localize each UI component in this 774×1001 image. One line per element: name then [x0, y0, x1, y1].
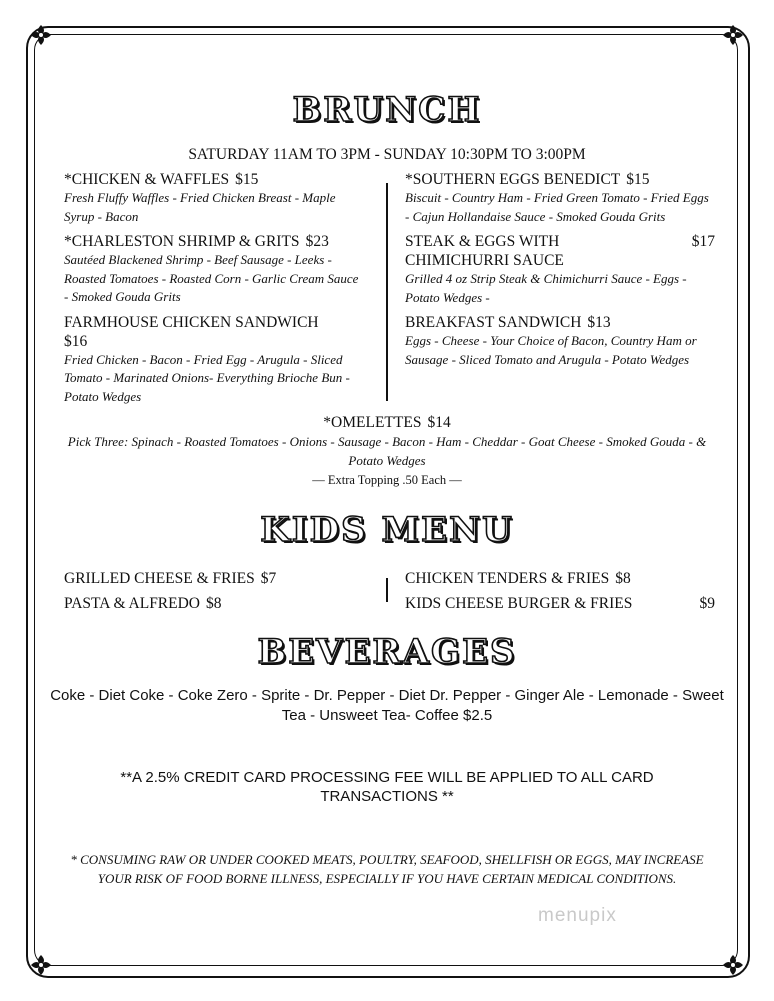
item-price: $14: [427, 414, 451, 431]
omelettes-item: [60, 413, 714, 490]
corner-ornament-icon: [28, 22, 54, 48]
beverages-heading: BEVERAGES: [257, 632, 517, 672]
corner-ornament-icon: [28, 952, 54, 978]
item-name: STEAK & EGGS WITH CHIMICHURRI SAUCE: [405, 233, 564, 269]
kids-left-column: [64, 566, 364, 616]
item-price: $8: [206, 595, 222, 612]
beverages-list: Coke - Diet Coke - Coke Zero - Sprite - Dr. Pepper - Diet Dr. Pepper - Ginger Ale - Lemonade - Sweet Tea - Unsweet Tea- Coffee $2.5: [50, 687, 724, 724]
item-price: $16: [64, 332, 88, 350]
item-name: BREAKFAST SANDWICH: [405, 314, 582, 331]
item-description: Eggs - Cheese - Your Choice of Bacon, Country Ham or Sausage - Sliced Tomato and Arugula - Potato Wedges: [405, 333, 697, 367]
item-price: $15: [235, 171, 259, 188]
brunch-right-column: [405, 170, 715, 375]
item-price: $13: [587, 314, 611, 331]
menu-item: [405, 313, 715, 369]
corner-ornament-icon: [720, 22, 746, 48]
item-name: *SOUTHERN EGGS BENEDICT: [405, 171, 621, 188]
menu-item: [405, 170, 715, 226]
corner-ornament-icon: [720, 952, 746, 978]
item-price: $17: [691, 233, 715, 250]
menu-item: [64, 170, 364, 226]
item-name: PASTA & ALFREDO: [64, 595, 201, 612]
item-name: KIDS CHEESE BURGER & FRIES: [405, 595, 633, 612]
menu-item: [64, 313, 364, 407]
item-description: Grilled 4 oz Strip Steak & Chimichurri Sauce - Eggs - Potato Wedges -: [405, 271, 687, 305]
item-name: *OMELETTES: [323, 414, 422, 431]
brunch-left-column: [64, 170, 364, 412]
item-name: GRILLED CHEESE & FRIES: [64, 570, 255, 587]
food-warning: * CONSUMING RAW OR UNDER COOKED MEATS, POULTRY, SEAFOOD, SHELLFISH OR EGGS, MAY INCREASE YOUR RISK OF FOOD BORNE ILLNESS, ESPECIALLY IF YOU HAVE CERTAIN MEDICAL CONDITIONS.: [70, 852, 704, 886]
kids-item: [405, 566, 715, 591]
brunch-heading: BRUNCH: [292, 90, 482, 130]
kids-right-column: [405, 566, 715, 616]
item-description: Sautéed Blackened Shrimp - Beef Sausage - Leeks - Roasted Tomatoes - Roasted Corn - Garlic Cream Sauce - Smoked Gouda Grits: [64, 252, 359, 304]
item-price: $9: [699, 595, 715, 612]
item-name: *CHARLESTON SHRIMP & GRITS: [64, 233, 300, 250]
kids-menu-heading: KIDS MENU: [260, 510, 514, 550]
item-name: FARMHOUSE CHICKEN SANDWICH: [64, 313, 319, 331]
item-price: $23: [305, 233, 329, 250]
item-price: $8: [615, 570, 631, 587]
item-price: $7: [260, 570, 277, 587]
menu-item: [405, 232, 715, 307]
item-name: *CHICKEN & WAFFLES: [64, 171, 230, 188]
fee-notice: **A 2.5% CREDIT CARD PROCESSING FEE WILL BE APPLIED TO ALL CARD TRANSACTIONS **: [120, 769, 654, 805]
watermark: menupix: [538, 905, 617, 926]
item-description: Pick Three: Spinach - Roasted Tomatoes - Onions - Sausage - Bacon - Ham - Cheddar - Goat Cheese - Smoked Gouda - & Potato Wedges: [67, 434, 707, 468]
kids-item: [64, 591, 364, 616]
item-description: Fried Chicken - Bacon - Fried Egg - Arugula - Sliced Tomato - Marinated Onions- Everything Brioche Bun - Potato Wedges: [64, 351, 350, 404]
kids-item: [405, 591, 715, 616]
item-description: Biscuit - Country Ham - Fried Green Tomato - Fried Eggs - Cajun Hollandaise Sauce - Smoked Gouda Grits: [405, 190, 709, 224]
item-name: CHICKEN TENDERS & FRIES: [405, 570, 610, 587]
brunch-hours: SATURDAY 11AM TO 3PM - SUNDAY 10:30PM TO 3:00PM: [188, 146, 586, 163]
item-price: $15: [626, 171, 650, 188]
column-divider: [386, 578, 388, 602]
extra-topping-note: — Extra Topping .50 Each —: [312, 473, 462, 487]
menu-item: [64, 232, 364, 307]
item-description: Fresh Fluffy Waffles - Fried Chicken Breast - Maple Syrup - Bacon: [64, 190, 336, 224]
kids-item: [64, 566, 364, 591]
column-divider: [386, 183, 388, 401]
